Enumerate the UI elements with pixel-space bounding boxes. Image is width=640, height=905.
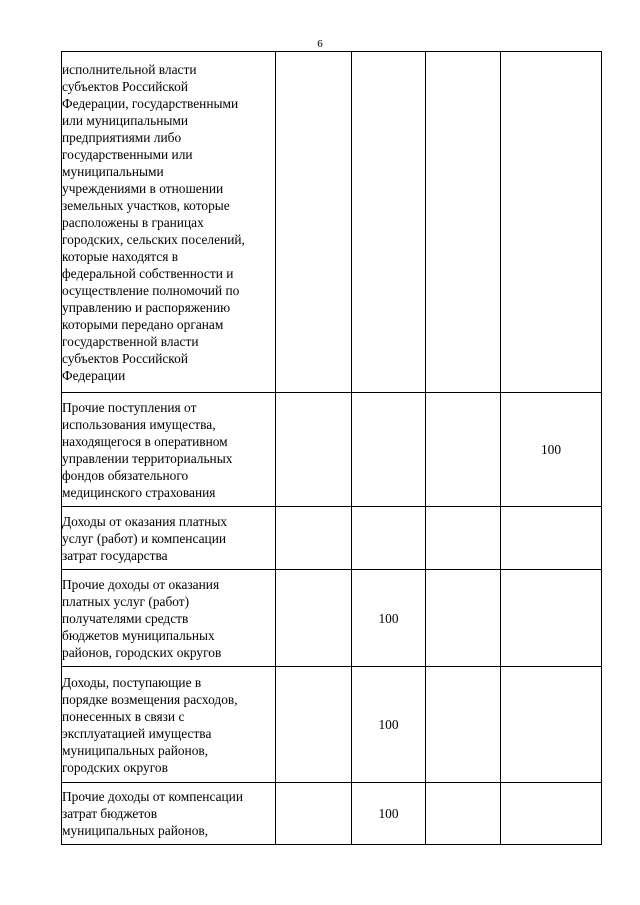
table-row <box>62 52 602 393</box>
page-number: 6 <box>317 38 323 50</box>
value-cell: 100 <box>352 783 426 845</box>
table-row <box>62 783 602 845</box>
value-cell <box>352 507 426 570</box>
value-cell <box>426 783 501 845</box>
row-description: исполнительной власти субъектов Российской Федерации, государственными или муниципальными предприятиями либо государственными или муниципальными учреждениями в отношении земельных участков, которые расположены в границах городских, сельских поселений, которые находятся в федеральной собственности и осуществление полномочий по управлению и распоряжению которыми передано органам государственной власти субъектов Российской Федерации <box>62 52 276 393</box>
table-row <box>62 507 602 570</box>
value-cell <box>501 570 602 667</box>
table-row <box>62 393 602 507</box>
value-cell <box>352 393 426 507</box>
table-row <box>62 570 602 667</box>
row-description: Прочие доходы от оказания платных услуг (работ) получателями средств бюджетов муниципальных районов, городских округов <box>62 570 276 667</box>
value-cell: 100 <box>352 667 426 783</box>
value-cell <box>276 507 352 570</box>
value-cell <box>276 667 352 783</box>
value-cell: 100 <box>501 393 602 507</box>
revenue-distribution-table <box>61 51 602 845</box>
value-cell: 100 <box>352 570 426 667</box>
row-description: Доходы от оказания платных услуг (работ) и компенсации затрат государства <box>62 507 276 570</box>
value-cell <box>276 52 352 393</box>
value-cell <box>426 507 501 570</box>
row-description: Прочие доходы от компенсации затрат бюджетов муниципальных районов, <box>62 783 276 845</box>
value-cell <box>501 783 602 845</box>
value-cell <box>426 570 501 667</box>
value-cell <box>426 393 501 507</box>
row-description: Прочие поступления от использования имущества, находящегося в оперативном управлении территориальных фондов обязательного медицинского страхования <box>62 393 276 507</box>
value-cell <box>276 570 352 667</box>
value-cell <box>426 52 501 393</box>
row-description: Доходы, поступающие в порядке возмещения расходов, понесенных в связи с эксплуатацией имущества муниципальных районов, городских округов <box>62 667 276 783</box>
value-cell <box>501 52 602 393</box>
value-cell <box>276 393 352 507</box>
value-cell <box>352 52 426 393</box>
table-row <box>62 667 602 783</box>
value-cell <box>501 667 602 783</box>
value-cell <box>276 783 352 845</box>
value-cell <box>501 507 602 570</box>
value-cell <box>426 667 501 783</box>
